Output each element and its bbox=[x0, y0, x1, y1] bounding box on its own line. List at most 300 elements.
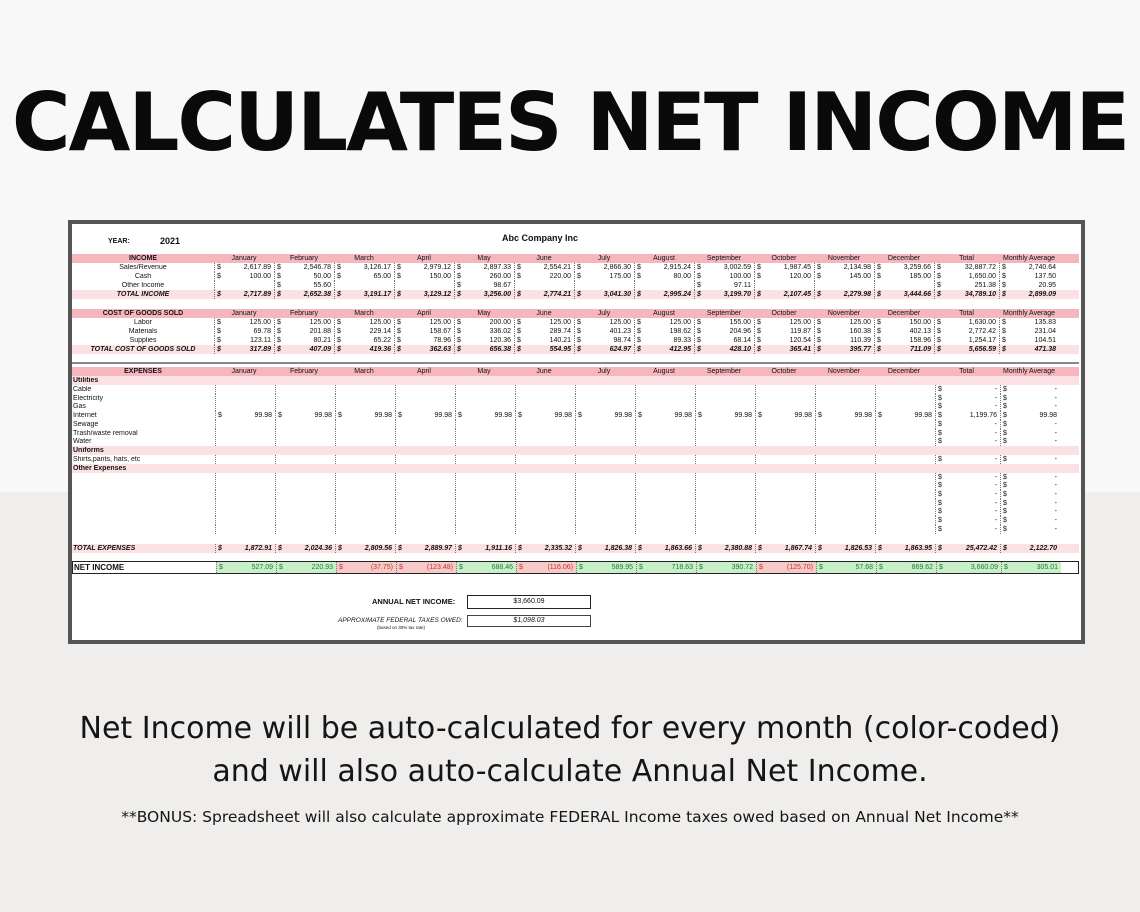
expense-row-3-7-total[interactable]: $ - bbox=[935, 525, 1000, 534]
expense-row-1-2-cell-5[interactable] bbox=[455, 394, 515, 403]
expense-row-1-1-total[interactable]: $ - bbox=[935, 385, 1000, 394]
expense-row-1-3-cell-6[interactable] bbox=[515, 402, 575, 411]
expense-row-1-4-cell-2[interactable]: $ 99.98 bbox=[275, 411, 335, 420]
expense-row-1-7-total[interactable]: $ - bbox=[935, 437, 1000, 446]
total-expenses-row-cell-2[interactable]: $ 2,024.36 bbox=[275, 544, 335, 553]
expense-row-3-7-cell-5[interactable] bbox=[455, 525, 515, 534]
expense-row-1-2-cell-3[interactable] bbox=[335, 394, 395, 403]
expense-row-3-4-total[interactable]: $ - bbox=[935, 499, 1000, 508]
total-cogs-row-cell-8[interactable]: $ 412.95 bbox=[634, 345, 694, 354]
expense-row-3-2-cell-4[interactable] bbox=[395, 481, 455, 490]
expense-row-3-5-cell-11[interactable] bbox=[815, 507, 875, 516]
income-row-2-average[interactable]: $ 137.50 bbox=[999, 272, 1059, 281]
expense-row-1-7-cell-11[interactable] bbox=[815, 437, 875, 446]
expense-row-3-4-cell-4[interactable] bbox=[395, 499, 455, 508]
total-income-row-cell-10[interactable]: $ 2,107.45 bbox=[754, 290, 814, 299]
total-cogs-row-cell-5[interactable]: $ 656.38 bbox=[454, 345, 514, 354]
annual-net-income-value[interactable]: $3,660.09 bbox=[467, 595, 591, 609]
expense-row-1-6-cell-9[interactable] bbox=[695, 429, 755, 438]
cogs-row-1-cell-4[interactable]: $ 125.00 bbox=[394, 318, 454, 327]
total-expenses-row-cell-11[interactable]: $ 1,826.53 bbox=[815, 544, 875, 553]
expense-row-1-4-cell-6[interactable]: $ 99.98 bbox=[515, 411, 575, 420]
expense-row-3-2-cell-5[interactable] bbox=[455, 481, 515, 490]
total-income-row-cell-6[interactable]: $ 2,774.21 bbox=[514, 290, 574, 299]
expense-row-1-3-cell-1[interactable] bbox=[215, 402, 275, 411]
income-row-1-average[interactable]: $ 2,740.64 bbox=[999, 263, 1059, 272]
total-cogs-row-total[interactable]: $ 5,656.59 bbox=[934, 345, 999, 354]
cogs-row-1-cell-2[interactable]: $ 125.00 bbox=[274, 318, 334, 327]
cogs-row-2-cell-2[interactable]: $ 201.88 bbox=[274, 327, 334, 336]
expense-row-3-4-cell-3[interactable] bbox=[335, 499, 395, 508]
expense-row-3-2-cell-7[interactable] bbox=[575, 481, 635, 490]
expense-row-1-4-cell-8[interactable]: $ 99.98 bbox=[635, 411, 695, 420]
expense-row-1-5-cell-12[interactable] bbox=[875, 420, 935, 429]
income-row-3-cell-1[interactable] bbox=[214, 281, 274, 290]
cogs-row-2-cell-1[interactable]: $ 69.78 bbox=[214, 327, 274, 336]
expense-row-1-3-cell-4[interactable] bbox=[395, 402, 455, 411]
expense-row-3-5-cell-10[interactable] bbox=[755, 507, 815, 516]
net-income-cell-12[interactable]: $ 869.62 bbox=[876, 562, 936, 573]
expense-row-3-1-cell-4[interactable] bbox=[395, 473, 455, 482]
expense-row-3-1-total[interactable]: $ - bbox=[935, 473, 1000, 482]
total-cogs-row-cell-9[interactable]: $ 428.10 bbox=[694, 345, 754, 354]
expense-row-3-1-cell-11[interactable] bbox=[815, 473, 875, 482]
income-row-1-cell-4[interactable]: $ 2,979.12 bbox=[394, 263, 454, 272]
cogs-row-2-cell-12[interactable]: $ 402.13 bbox=[874, 327, 934, 336]
expense-row-3-3-cell-1[interactable] bbox=[215, 490, 275, 499]
expense-row-3-1-cell-6[interactable] bbox=[515, 473, 575, 482]
expense-row-1-5-cell-10[interactable] bbox=[755, 420, 815, 429]
expense-row-2-1-total[interactable]: $ - bbox=[935, 455, 1000, 464]
expense-row-1-1-cell-10[interactable] bbox=[755, 385, 815, 394]
income-row-2-cell-6[interactable]: $ 220.00 bbox=[514, 272, 574, 281]
expense-row-1-1-cell-7[interactable] bbox=[575, 385, 635, 394]
net-income-cell-4[interactable]: $ (123.48) bbox=[396, 562, 456, 573]
expense-row-1-1-cell-2[interactable] bbox=[275, 385, 335, 394]
income-row-2-cell-3[interactable]: $ 65.00 bbox=[334, 272, 394, 281]
cogs-row-3-cell-10[interactable]: $ 120.54 bbox=[754, 336, 814, 345]
income-row-2-cell-9[interactable]: $ 100.00 bbox=[694, 272, 754, 281]
expense-row-3-7-average[interactable]: $ - bbox=[1000, 525, 1060, 534]
expense-row-3-4-cell-7[interactable] bbox=[575, 499, 635, 508]
expense-row-1-1-cell-11[interactable] bbox=[815, 385, 875, 394]
cogs-row-3-total[interactable]: $ 1,254.17 bbox=[934, 336, 999, 345]
expense-row-3-2-total[interactable]: $ - bbox=[935, 481, 1000, 490]
expense-row-1-4-cell-9[interactable]: $ 99.98 bbox=[695, 411, 755, 420]
total-cogs-row-average[interactable]: $ 471.38 bbox=[999, 345, 1059, 354]
total-expenses-row-cell-8[interactable]: $ 1,863.66 bbox=[635, 544, 695, 553]
expense-row-1-5-cell-2[interactable] bbox=[275, 420, 335, 429]
expense-row-1-7-cell-2[interactable] bbox=[275, 437, 335, 446]
expense-row-1-5-cell-6[interactable] bbox=[515, 420, 575, 429]
expense-row-3-1-cell-10[interactable] bbox=[755, 473, 815, 482]
expense-row-2-1-cell-1[interactable] bbox=[215, 455, 275, 464]
cogs-row-1-cell-11[interactable]: $ 125.00 bbox=[814, 318, 874, 327]
total-expenses-row-cell-3[interactable]: $ 2,809.56 bbox=[335, 544, 395, 553]
expense-row-1-6-cell-12[interactable] bbox=[875, 429, 935, 438]
total-expenses-row-cell-1[interactable]: $ 1,872.91 bbox=[215, 544, 275, 553]
cogs-row-1-cell-8[interactable]: $ 125.00 bbox=[634, 318, 694, 327]
cogs-row-3-cell-4[interactable]: $ 78.96 bbox=[394, 336, 454, 345]
total-cogs-row-cell-3[interactable]: $ 419.36 bbox=[334, 345, 394, 354]
expense-row-3-4-cell-8[interactable] bbox=[635, 499, 695, 508]
income-row-1-cell-2[interactable]: $ 2,546.78 bbox=[274, 263, 334, 272]
cogs-row-3-cell-9[interactable]: $ 68.14 bbox=[694, 336, 754, 345]
total-expenses-row-cell-6[interactable]: $ 2,335.32 bbox=[515, 544, 575, 553]
expense-row-1-6-cell-2[interactable] bbox=[275, 429, 335, 438]
cogs-row-1-cell-1[interactable]: $ 125.00 bbox=[214, 318, 274, 327]
total-expenses-row-cell-12[interactable]: $ 1,863.95 bbox=[875, 544, 935, 553]
expense-row-3-7-cell-9[interactable] bbox=[695, 525, 755, 534]
income-row-1-cell-11[interactable]: $ 2,134.98 bbox=[814, 263, 874, 272]
income-row-3-average[interactable]: $ 20.95 bbox=[999, 281, 1059, 290]
expense-row-1-6-cell-1[interactable] bbox=[215, 429, 275, 438]
expense-row-3-6-average[interactable]: $ - bbox=[1000, 516, 1060, 525]
company-name[interactable]: Abc Company Inc bbox=[502, 233, 579, 243]
expense-row-2-1-cell-8[interactable] bbox=[635, 455, 695, 464]
income-row-1-cell-1[interactable]: $ 2,617.89 bbox=[214, 263, 274, 272]
income-row-3-cell-4[interactable] bbox=[394, 281, 454, 290]
expense-row-1-4-cell-7[interactable]: $ 99.98 bbox=[575, 411, 635, 420]
expense-row-3-3-total[interactable]: $ - bbox=[935, 490, 1000, 499]
expense-row-1-7-cell-12[interactable] bbox=[875, 437, 935, 446]
expense-row-1-1-cell-3[interactable] bbox=[335, 385, 395, 394]
expense-row-1-3-cell-3[interactable] bbox=[335, 402, 395, 411]
expense-row-1-4-cell-10[interactable]: $ 99.98 bbox=[755, 411, 815, 420]
income-row-1-cell-10[interactable]: $ 1,987.45 bbox=[754, 263, 814, 272]
expense-row-3-6-cell-11[interactable] bbox=[815, 516, 875, 525]
expense-row-1-1-cell-12[interactable] bbox=[875, 385, 935, 394]
expense-row-2-1-cell-3[interactable] bbox=[335, 455, 395, 464]
total-cogs-row-cell-12[interactable]: $ 711.09 bbox=[874, 345, 934, 354]
expense-row-1-2-total[interactable]: $ - bbox=[935, 394, 1000, 403]
income-row-2-cell-7[interactable]: $ 175.00 bbox=[574, 272, 634, 281]
expense-row-3-6-cell-3[interactable] bbox=[335, 516, 395, 525]
expense-row-3-3-cell-4[interactable] bbox=[395, 490, 455, 499]
total-cogs-row-cell-11[interactable]: $ 395.77 bbox=[814, 345, 874, 354]
expense-row-1-7-cell-4[interactable] bbox=[395, 437, 455, 446]
income-row-2-total[interactable]: $ 1,650.00 bbox=[934, 272, 999, 281]
net-income-cell-7[interactable]: $ 589.95 bbox=[576, 562, 636, 573]
income-row-1-cell-3[interactable]: $ 3,126.17 bbox=[334, 263, 394, 272]
expense-row-1-6-average[interactable]: $ - bbox=[1000, 429, 1060, 438]
expense-row-1-5-cell-3[interactable] bbox=[335, 420, 395, 429]
income-row-2-cell-4[interactable]: $ 150.00 bbox=[394, 272, 454, 281]
cogs-row-1-cell-5[interactable]: $ 200.00 bbox=[454, 318, 514, 327]
cogs-row-2-cell-8[interactable]: $ 198.62 bbox=[634, 327, 694, 336]
expense-row-3-5-cell-3[interactable] bbox=[335, 507, 395, 516]
net-income-cell-9[interactable]: $ 390.72 bbox=[696, 562, 756, 573]
income-row-1-cell-5[interactable]: $ 2,897.33 bbox=[454, 263, 514, 272]
total-expenses-row-cell-7[interactable]: $ 1,826.38 bbox=[575, 544, 635, 553]
expense-row-2-1-cell-12[interactable] bbox=[875, 455, 935, 464]
cogs-row-3-cell-3[interactable]: $ 65.22 bbox=[334, 336, 394, 345]
year-value[interactable]: 2021 bbox=[160, 236, 181, 246]
total-cogs-row-cell-1[interactable]: $ 317.89 bbox=[214, 345, 274, 354]
expense-row-3-7-cell-2[interactable] bbox=[275, 525, 335, 534]
expense-row-1-3-cell-11[interactable] bbox=[815, 402, 875, 411]
expense-row-3-4-cell-11[interactable] bbox=[815, 499, 875, 508]
expense-row-3-4-cell-9[interactable] bbox=[695, 499, 755, 508]
expense-row-1-2-cell-12[interactable] bbox=[875, 394, 935, 403]
expense-row-3-2-cell-2[interactable] bbox=[275, 481, 335, 490]
cogs-row-3-cell-7[interactable]: $ 98.74 bbox=[574, 336, 634, 345]
net-income-cell-11[interactable]: $ 57.68 bbox=[816, 562, 876, 573]
cogs-row-2-cell-4[interactable]: $ 158.67 bbox=[394, 327, 454, 336]
expense-row-1-3-total[interactable]: $ - bbox=[935, 402, 1000, 411]
expense-row-1-2-cell-9[interactable] bbox=[695, 394, 755, 403]
federal-taxes-value[interactable]: $1,098.03 bbox=[467, 615, 591, 627]
net-income-total[interactable]: $ 3,660.09 bbox=[936, 562, 1001, 573]
expense-row-3-1-average[interactable]: $ - bbox=[1000, 473, 1060, 482]
cogs-row-1-cell-7[interactable]: $ 125.00 bbox=[574, 318, 634, 327]
expense-row-2-1-cell-10[interactable] bbox=[755, 455, 815, 464]
expense-row-3-3-cell-8[interactable] bbox=[635, 490, 695, 499]
expense-row-3-4-cell-12[interactable] bbox=[875, 499, 935, 508]
expense-row-1-5-cell-8[interactable] bbox=[635, 420, 695, 429]
cogs-row-2-average[interactable]: $ 231.04 bbox=[999, 327, 1059, 336]
expense-row-3-3-cell-6[interactable] bbox=[515, 490, 575, 499]
expense-row-1-7-cell-5[interactable] bbox=[455, 437, 515, 446]
total-income-row-cell-11[interactable]: $ 2,279.98 bbox=[814, 290, 874, 299]
total-income-row-cell-3[interactable]: $ 3,191.17 bbox=[334, 290, 394, 299]
expense-row-3-1-cell-7[interactable] bbox=[575, 473, 635, 482]
total-cogs-row-cell-7[interactable]: $ 624.97 bbox=[574, 345, 634, 354]
expense-row-3-3-cell-10[interactable] bbox=[755, 490, 815, 499]
expense-row-1-4-cell-4[interactable]: $ 99.98 bbox=[395, 411, 455, 420]
expense-row-3-2-cell-8[interactable] bbox=[635, 481, 695, 490]
cogs-row-1-cell-12[interactable]: $ 150.00 bbox=[874, 318, 934, 327]
income-row-3-cell-3[interactable] bbox=[334, 281, 394, 290]
expense-row-3-5-average[interactable]: $ - bbox=[1000, 507, 1060, 516]
expense-row-1-4-total[interactable]: $ 1,199.76 bbox=[935, 411, 1000, 420]
expense-row-1-6-total[interactable]: $ - bbox=[935, 429, 1000, 438]
expense-row-3-6-cell-5[interactable] bbox=[455, 516, 515, 525]
expense-row-3-2-average[interactable]: $ - bbox=[1000, 481, 1060, 490]
expense-row-3-2-cell-6[interactable] bbox=[515, 481, 575, 490]
expense-row-2-1-cell-11[interactable] bbox=[815, 455, 875, 464]
expense-row-3-2-cell-12[interactable] bbox=[875, 481, 935, 490]
expense-row-1-2-cell-6[interactable] bbox=[515, 394, 575, 403]
expense-row-2-1-average[interactable]: $ - bbox=[1000, 455, 1060, 464]
expense-row-3-2-cell-11[interactable] bbox=[815, 481, 875, 490]
expense-row-3-5-cell-4[interactable] bbox=[395, 507, 455, 516]
total-income-row-cell-8[interactable]: $ 2,995.24 bbox=[634, 290, 694, 299]
income-row-2-cell-8[interactable]: $ 80.00 bbox=[634, 272, 694, 281]
income-row-1-cell-12[interactable]: $ 3,259.66 bbox=[874, 263, 934, 272]
net-income-cell-3[interactable]: $ (37.75) bbox=[336, 562, 396, 573]
income-row-2-cell-12[interactable]: $ 185.00 bbox=[874, 272, 934, 281]
income-row-3-cell-10[interactable] bbox=[754, 281, 814, 290]
cogs-row-2-cell-11[interactable]: $ 160.38 bbox=[814, 327, 874, 336]
expense-row-2-1-cell-4[interactable] bbox=[395, 455, 455, 464]
expense-row-1-1-cell-6[interactable] bbox=[515, 385, 575, 394]
income-row-3-cell-2[interactable]: $ 55.60 bbox=[274, 281, 334, 290]
cogs-row-3-cell-8[interactable]: $ 89.33 bbox=[634, 336, 694, 345]
expense-row-1-7-cell-8[interactable] bbox=[635, 437, 695, 446]
expense-row-1-2-cell-8[interactable] bbox=[635, 394, 695, 403]
expense-row-2-1-cell-6[interactable] bbox=[515, 455, 575, 464]
cogs-row-3-cell-12[interactable]: $ 158.96 bbox=[874, 336, 934, 345]
income-row-3-cell-12[interactable] bbox=[874, 281, 934, 290]
net-income-cell-5[interactable]: $ 688.46 bbox=[456, 562, 516, 573]
expense-row-3-2-cell-1[interactable] bbox=[215, 481, 275, 490]
expense-row-3-6-cell-2[interactable] bbox=[275, 516, 335, 525]
income-row-2-cell-2[interactable]: $ 50.00 bbox=[274, 272, 334, 281]
expense-row-1-2-cell-1[interactable] bbox=[215, 394, 275, 403]
expense-row-3-6-cell-1[interactable] bbox=[215, 516, 275, 525]
total-income-row-cell-1[interactable]: $ 2,717.89 bbox=[214, 290, 274, 299]
expense-row-3-6-cell-12[interactable] bbox=[875, 516, 935, 525]
cogs-row-1-cell-3[interactable]: $ 125.00 bbox=[334, 318, 394, 327]
total-income-row-total[interactable]: $ 34,789.10 bbox=[934, 290, 999, 299]
cogs-row-1-cell-9[interactable]: $ 155.00 bbox=[694, 318, 754, 327]
total-income-row-cell-5[interactable]: $ 3,256.00 bbox=[454, 290, 514, 299]
cogs-row-3-cell-1[interactable]: $ 123.11 bbox=[214, 336, 274, 345]
expense-row-3-3-cell-3[interactable] bbox=[335, 490, 395, 499]
expense-row-3-7-cell-8[interactable] bbox=[635, 525, 695, 534]
expense-row-3-3-cell-5[interactable] bbox=[455, 490, 515, 499]
expense-row-3-5-cell-6[interactable] bbox=[515, 507, 575, 516]
income-row-3-cell-6[interactable] bbox=[514, 281, 574, 290]
expense-row-1-6-cell-6[interactable] bbox=[515, 429, 575, 438]
expense-row-1-1-cell-5[interactable] bbox=[455, 385, 515, 394]
expense-row-3-7-cell-12[interactable] bbox=[875, 525, 935, 534]
expense-row-1-7-cell-3[interactable] bbox=[335, 437, 395, 446]
total-expenses-row-cell-9[interactable]: $ 2,380.88 bbox=[695, 544, 755, 553]
expense-row-3-2-cell-3[interactable] bbox=[335, 481, 395, 490]
expense-row-1-3-cell-2[interactable] bbox=[275, 402, 335, 411]
expense-row-3-7-cell-10[interactable] bbox=[755, 525, 815, 534]
expense-row-2-1-cell-2[interactable] bbox=[275, 455, 335, 464]
expense-row-1-3-average[interactable]: $ - bbox=[1000, 402, 1060, 411]
expense-row-1-6-cell-10[interactable] bbox=[755, 429, 815, 438]
expense-row-2-1-cell-5[interactable] bbox=[455, 455, 515, 464]
cogs-row-1-average[interactable]: $ 135.83 bbox=[999, 318, 1059, 327]
income-row-3-cell-7[interactable] bbox=[574, 281, 634, 290]
expense-row-1-7-cell-1[interactable] bbox=[215, 437, 275, 446]
income-row-2-cell-10[interactable]: $ 120.00 bbox=[754, 272, 814, 281]
expense-row-1-5-cell-4[interactable] bbox=[395, 420, 455, 429]
total-income-row-cell-12[interactable]: $ 3,444.66 bbox=[874, 290, 934, 299]
expense-row-3-1-cell-2[interactable] bbox=[275, 473, 335, 482]
expense-row-3-5-cell-2[interactable] bbox=[275, 507, 335, 516]
expense-row-1-2-average[interactable]: $ - bbox=[1000, 394, 1060, 403]
expense-row-3-6-cell-7[interactable] bbox=[575, 516, 635, 525]
net-income-cell-1[interactable]: $ 527.09 bbox=[216, 562, 276, 573]
income-row-2-cell-5[interactable]: $ 260.00 bbox=[454, 272, 514, 281]
cogs-row-2-cell-3[interactable]: $ 229.14 bbox=[334, 327, 394, 336]
income-row-1-cell-8[interactable]: $ 2,915.24 bbox=[634, 263, 694, 272]
total-cogs-row-cell-10[interactable]: $ 365.41 bbox=[754, 345, 814, 354]
total-cogs-row-cell-6[interactable]: $ 554.95 bbox=[514, 345, 574, 354]
expense-row-3-1-cell-9[interactable] bbox=[695, 473, 755, 482]
total-income-row-cell-7[interactable]: $ 3,041.30 bbox=[574, 290, 634, 299]
total-cogs-row-cell-4[interactable]: $ 362.63 bbox=[394, 345, 454, 354]
cogs-row-2-cell-9[interactable]: $ 204.96 bbox=[694, 327, 754, 336]
expense-row-3-4-average[interactable]: $ - bbox=[1000, 499, 1060, 508]
expense-row-1-5-average[interactable]: $ - bbox=[1000, 420, 1060, 429]
cogs-row-2-cell-7[interactable]: $ 401.23 bbox=[574, 327, 634, 336]
expense-row-1-3-cell-9[interactable] bbox=[695, 402, 755, 411]
expense-row-1-1-cell-4[interactable] bbox=[395, 385, 455, 394]
expense-row-3-5-cell-12[interactable] bbox=[875, 507, 935, 516]
expense-row-1-1-average[interactable]: $ - bbox=[1000, 385, 1060, 394]
income-row-3-cell-9[interactable]: $ 97.11 bbox=[694, 281, 754, 290]
cogs-row-1-cell-6[interactable]: $ 125.00 bbox=[514, 318, 574, 327]
expense-row-1-5-cell-9[interactable] bbox=[695, 420, 755, 429]
total-cogs-row-cell-2[interactable]: $ 407.09 bbox=[274, 345, 334, 354]
expense-row-3-3-cell-12[interactable] bbox=[875, 490, 935, 499]
cogs-row-2-cell-5[interactable]: $ 336.02 bbox=[454, 327, 514, 336]
expense-row-3-1-cell-8[interactable] bbox=[635, 473, 695, 482]
total-income-row-cell-4[interactable]: $ 3,129.12 bbox=[394, 290, 454, 299]
income-row-3-cell-11[interactable] bbox=[814, 281, 874, 290]
expense-row-1-4-cell-12[interactable]: $ 99.98 bbox=[875, 411, 935, 420]
expense-row-1-3-cell-7[interactable] bbox=[575, 402, 635, 411]
expense-row-1-6-cell-11[interactable] bbox=[815, 429, 875, 438]
cogs-row-2-cell-10[interactable]: $ 119.87 bbox=[754, 327, 814, 336]
expense-row-1-2-cell-11[interactable] bbox=[815, 394, 875, 403]
expense-row-3-6-cell-10[interactable] bbox=[755, 516, 815, 525]
income-row-3-cell-5[interactable]: $ 98.67 bbox=[454, 281, 514, 290]
expense-row-3-1-cell-5[interactable] bbox=[455, 473, 515, 482]
cogs-row-3-average[interactable]: $ 104.51 bbox=[999, 336, 1059, 345]
income-row-1-cell-9[interactable]: $ 3,002.59 bbox=[694, 263, 754, 272]
expense-row-3-7-cell-7[interactable] bbox=[575, 525, 635, 534]
net-income-average[interactable]: $ 305.01 bbox=[1001, 562, 1061, 573]
cogs-row-1-total[interactable]: $ 1,630.00 bbox=[934, 318, 999, 327]
expense-row-3-7-cell-3[interactable] bbox=[335, 525, 395, 534]
expense-row-3-7-cell-6[interactable] bbox=[515, 525, 575, 534]
expense-row-1-1-cell-9[interactable] bbox=[695, 385, 755, 394]
expense-row-3-3-cell-11[interactable] bbox=[815, 490, 875, 499]
total-expenses-row-total[interactable]: $ 25,472.42 bbox=[935, 544, 1000, 553]
total-income-row-average[interactable]: $ 2,899.09 bbox=[999, 290, 1059, 299]
expense-row-1-2-cell-7[interactable] bbox=[575, 394, 635, 403]
expense-row-3-3-cell-7[interactable] bbox=[575, 490, 635, 499]
expense-row-3-7-cell-4[interactable] bbox=[395, 525, 455, 534]
expense-row-1-3-cell-8[interactable] bbox=[635, 402, 695, 411]
expense-row-1-7-cell-6[interactable] bbox=[515, 437, 575, 446]
expense-row-3-6-cell-8[interactable] bbox=[635, 516, 695, 525]
expense-row-1-6-cell-8[interactable] bbox=[635, 429, 695, 438]
net-income-cell-10[interactable]: $ (125.70) bbox=[756, 562, 816, 573]
expense-row-1-5-cell-5[interactable] bbox=[455, 420, 515, 429]
expense-row-1-5-cell-1[interactable] bbox=[215, 420, 275, 429]
expense-row-1-5-cell-7[interactable] bbox=[575, 420, 635, 429]
expense-row-1-7-average[interactable]: $ - bbox=[1000, 437, 1060, 446]
expense-row-1-6-cell-3[interactable] bbox=[335, 429, 395, 438]
expense-row-3-3-average[interactable]: $ - bbox=[1000, 490, 1060, 499]
expense-row-3-1-cell-12[interactable] bbox=[875, 473, 935, 482]
expense-row-1-3-cell-5[interactable] bbox=[455, 402, 515, 411]
income-row-2-cell-11[interactable]: $ 145.00 bbox=[814, 272, 874, 281]
expense-row-1-1-cell-1[interactable] bbox=[215, 385, 275, 394]
expense-row-3-7-cell-11[interactable] bbox=[815, 525, 875, 534]
expense-row-3-4-cell-1[interactable] bbox=[215, 499, 275, 508]
expense-row-1-2-cell-4[interactable] bbox=[395, 394, 455, 403]
expense-row-1-6-cell-7[interactable] bbox=[575, 429, 635, 438]
expense-row-3-5-cell-9[interactable] bbox=[695, 507, 755, 516]
expense-row-3-5-cell-1[interactable] bbox=[215, 507, 275, 516]
expense-row-3-3-cell-9[interactable] bbox=[695, 490, 755, 499]
expense-row-1-2-cell-10[interactable] bbox=[755, 394, 815, 403]
expense-row-3-6-cell-4[interactable] bbox=[395, 516, 455, 525]
total-expenses-row-cell-5[interactable]: $ 1,911.16 bbox=[455, 544, 515, 553]
expense-row-1-3-cell-12[interactable] bbox=[875, 402, 935, 411]
expense-row-3-2-cell-10[interactable] bbox=[755, 481, 815, 490]
